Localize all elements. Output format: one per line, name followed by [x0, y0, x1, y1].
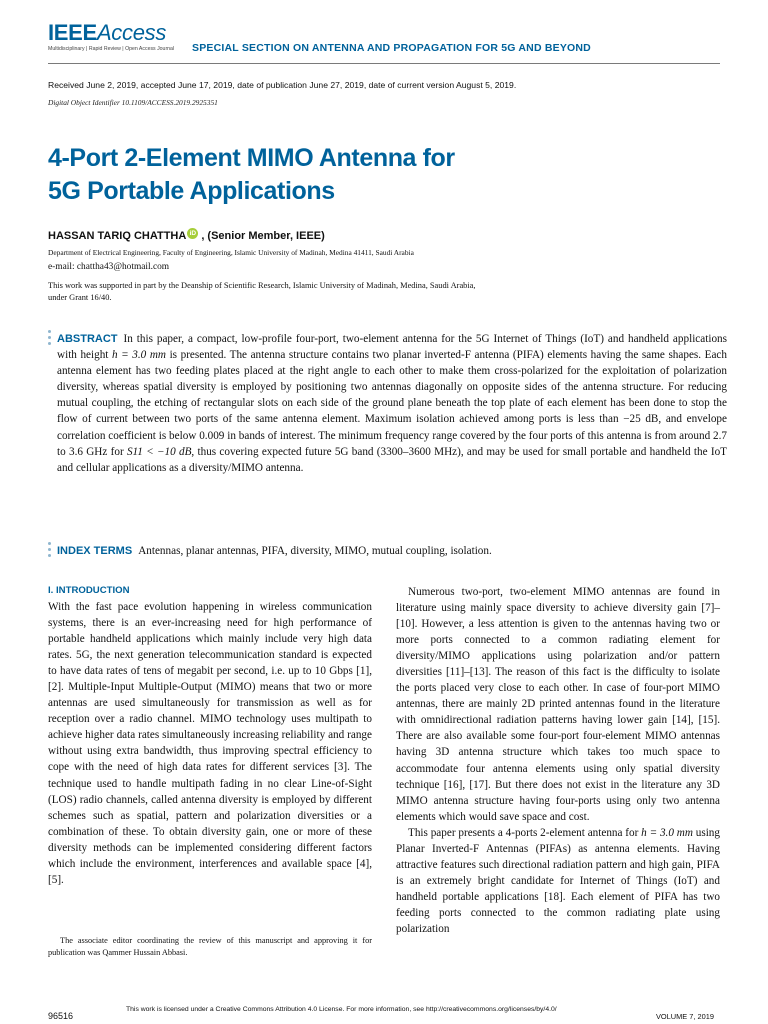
- abstract-text-2: is presented. The antenna structure contains two planar inverted-F antenna (PIFA) elements having the same shapes. Each antenna element has two feeding plates placed at the right angle to each other to make them cross-polarized for the exploitation of polarization diversity, whereas spatial diversity is employed by positioning two antennas diagonally on opposite sides of the antenna structure. For reducing mutual coupling, the etching of rectangular slots on each side of the ground plane beneath the top plate of each element has been done to stop the flow of current between two ports of the same antenna element. Maximum isolation achieved among ports is less than −25 dB, and envelope correlation coefficient is below 0.009 in bands of interest. The minimum frequency range covered by the four ports of this antenna is from around 2.7 to 3.6 GHz for: [57, 349, 727, 458]
- volume-label: VOLUME 7, 2019: [656, 1012, 714, 1021]
- header-rule: [48, 63, 720, 64]
- paper-title: [48, 142, 528, 208]
- logo-tagline: Multidisciplinary | Rapid Review | Open Access Journal: [48, 46, 175, 52]
- page-number: 96516: [48, 1011, 74, 1021]
- orcid-icon[interactable]: iD: [187, 228, 198, 239]
- funding-note: [48, 280, 608, 304]
- author-membership: , (Senior Member, IEEE): [201, 230, 325, 242]
- abstract-label: ABSTRACT: [57, 333, 118, 345]
- col2-paragraph-2: [396, 825, 720, 937]
- author-email: e-mail: chattha43@hotmail.com: [48, 262, 170, 272]
- col2-paragraph-1: Numerous two-port, two-element MIMO antennas are found in literature using mainly space diversity to achieve diversity gain [7]–[10]. However, a less attention is given to the antennas having two or more ports connected to a common radiating element for diversity/MIMO applications using polarization and/or pattern diversities [11]–[13]. The reason of this fact is the difficulty to isolate the ports placed very close to each other. In case of four-port MIMO antennas, there are mainly 2D printed antennas found in the literature with omnidirectional radiation patterns having lower gain [14], [15]. There are also available some four-port four-element MIMO antennas having 3D antenna structure which takes too much space to accommodate four antenna elements using only spatial diversity technique [16], [17]. But there does not exist in the literature any 3D MIMO antenna structure having four-ports using only two antenna elements which would save space and cost.: [396, 586, 720, 823]
- license-note: This work is licensed under a Creative Commons Attribution 4.0 License. For more information, see http://creativecommons.org/licenses/by/4.0/: [126, 1006, 557, 1013]
- col2-p2-text-a: This paper presents a 4-ports 2-element antenna for: [408, 826, 642, 839]
- col2-p2-text-b: using Planar Inverted-F Antennas (PIFAs) as antenna elements. Having attractive features such directional radiation pattern and high gain, PIFA is an extremely bright candidate for Internet of Things (IoT) and handheld portable applications [18]. Each element of PIFA has two feeding ports connected to the common radiating plate using polarization: [396, 826, 720, 935]
- special-section-title: SPECIAL SECTION ON ANTENNA AND PROPAGATION FOR 5G AND BEYOND: [192, 42, 591, 54]
- body-column-2: [396, 584, 720, 937]
- editor-footnote: The associate editor coordinating the review of this manuscript and approving it for publication was Qammer Hussain Abbasi.: [48, 936, 372, 957]
- logo-brand: IEEE: [48, 20, 97, 45]
- abstract: [57, 331, 727, 476]
- author-line: [48, 230, 325, 242]
- abstract-dots-icon: [48, 330, 51, 348]
- intro-paragraph-1: With the fast pace evolution happening in wireless communication systems, there is an ever-increasing need for high performance of portable handheld applications which mainly include very high data rates. 5G, the next generation telecommunication standard is expected to have data rates of tens of megabit per second, i.e. up to 10 Gbps [1], [2]. Multiple-Input Multiple-Output (MIMO) means that two or more antennas are used simultaneously for transmission as well as for reception over a radio channel. MIMO technology uses multipath to achieve higher data rates simultaneously increasing reliability and range without using extra bandwidth, thus improving spectral efficiency to cope with the need of high data rates for different services [3]. The technique used to handle multipath fading in no clear Line-of-Sight (LOS) radio channels, called antenna diversity is employed by different schemes such as spatial, pattern and polarization diversities or a combination of these. To obtain diversity gain, one or more of these diversity methods can be implemented considering different factors which include the environment, interferences and available space [4], [5].: [48, 601, 372, 886]
- index-terms-dots-icon: [48, 542, 51, 560]
- title-line-1: 4-Port 2-Element MIMO Antenna for: [48, 144, 455, 172]
- author-affiliation: Department of Electrical Engineering, Faculty of Engineering, Islamic University of Madinah, Medina 41411, Saudi Arabia: [48, 248, 414, 257]
- title-line-2: 5G Portable Applications: [48, 177, 335, 205]
- index-terms-text: Antennas, planar antennas, PIFA, diversity, MIMO, mutual coupling, isolation.: [138, 545, 492, 557]
- received-dates: Received June 2, 2019, accepted June 17, 2019, date of publication June 27, 2019, date of current version August 5, 2019.: [48, 80, 517, 90]
- funding-line-1: This work was supported in part by the Deanship of Scientific Research, Islamic University of Madinah, Medina, Saudi Arabia,: [48, 281, 476, 290]
- abstract-math-h: h = 3.0 mm: [112, 349, 166, 362]
- journal-logo: [48, 22, 174, 52]
- abstract-text-3: , thus covering expected future 5G band (3300–3600 MHz), and may be used for small portable and handheld the IoT and cellular applications as a diversity/MIMO antenna.: [57, 445, 728, 474]
- abstract-text-1: In this paper, a compact, low-profile four-port, two-element antenna for the 5G Internet of Things (IoT) and handheld applications with height: [57, 333, 727, 362]
- col2-p2-math-h: h = 3.0 mm: [641, 826, 693, 839]
- index-terms: [57, 543, 727, 559]
- index-terms-label: INDEX TERMS: [57, 545, 133, 557]
- body-column-1: [48, 584, 372, 888]
- abstract-math-s11: S11 < −10 dB: [126, 445, 192, 458]
- doi: Digital Object Identifier 10.1109/ACCESS.2019.2925351: [48, 98, 218, 107]
- logo-script: Access: [96, 20, 167, 45]
- author-name: HASSAN TARIQ CHATTHA: [48, 230, 187, 242]
- funding-line-2: under Grant 16/40.: [48, 293, 112, 302]
- section-heading-introduction: I. INTRODUCTION: [48, 585, 130, 596]
